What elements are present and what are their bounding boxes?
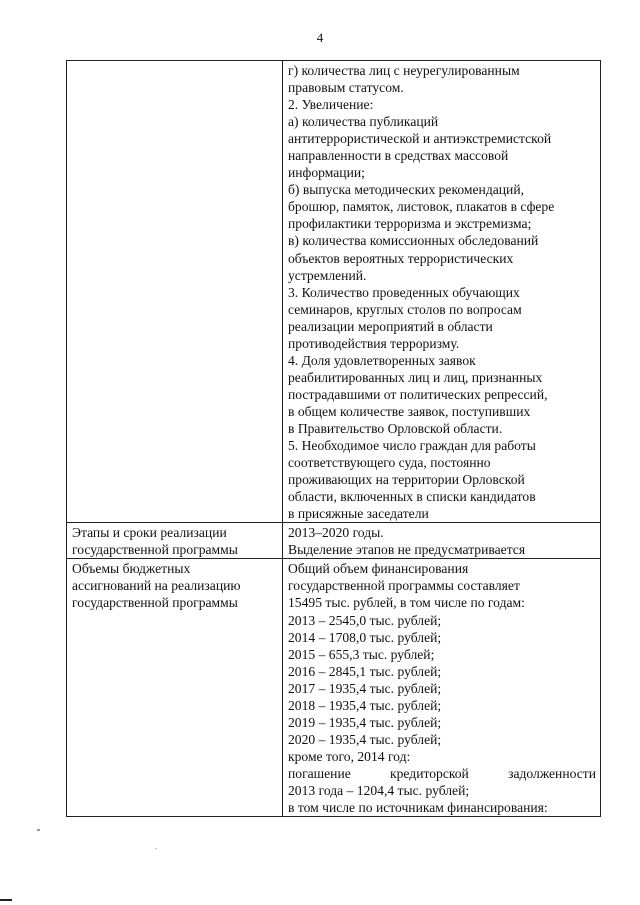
text-line: в том числе по источникам финансирования: (288, 800, 548, 816)
passport-table (66, 60, 601, 817)
text-line: б) выпуска методических рекомендаций, (288, 182, 525, 198)
text-line: государственной программы (72, 595, 238, 611)
text-line: семинаров, круглых столов по вопросам (288, 301, 522, 317)
text-line: проживающих на территории Орловской (288, 472, 525, 488)
row1-left-cell (67, 61, 283, 523)
text-line: пострадавшими от политических репрессий, (288, 386, 548, 402)
scan-speck (37, 829, 40, 831)
row1-right-cell (283, 61, 601, 523)
text-line: 2013 года – 1204,4 тыс. рублей; (288, 782, 470, 798)
text-line: правовым статусом. (288, 80, 404, 96)
text-line: информации; (288, 165, 365, 181)
scan-edge-mark (0, 899, 12, 901)
text-line: объектов вероятных террористических (288, 250, 514, 266)
text-line: брошюр, памяток, листовок, плакатов в сфере (288, 199, 555, 215)
word: задолженности (508, 765, 596, 781)
text-line: 2. Увеличение: (288, 97, 374, 113)
text-line: 2013 – 2545,0 тыс. рублей; (288, 612, 442, 628)
table-row-indicators (67, 61, 601, 523)
text-line: 2019 – 1935,4 тыс. рублей; (288, 714, 442, 730)
text-line: области, включенных в списки кандидатов (288, 489, 536, 505)
text-line: 2017 – 1935,4 тыс. рублей; (288, 680, 442, 696)
text-line: Объемы бюджетных (72, 561, 191, 577)
text-line: профилактики терроризма и экстремизма; (288, 216, 532, 232)
page-number: 4 (316, 30, 324, 45)
text-line: 2016 – 2845,1 тыс. рублей; (288, 663, 442, 679)
text-line: соответствующего суда, постоянно (288, 455, 491, 471)
text-line: 2018 – 1935,4 тыс. рублей; (288, 697, 442, 713)
text-line: в Правительство Орловской области. (288, 420, 503, 436)
text-line: 15495 тыс. рублей, в том числе по годам: (288, 595, 525, 611)
text-line: устремлений. (288, 267, 367, 283)
justified-line (288, 765, 596, 782)
text-line: Выделение этапов не предусматривается (288, 542, 526, 558)
text-line: 3. Количество проведенных обучающих (288, 284, 520, 300)
word: погашение (288, 765, 351, 781)
text-line: государственной программы (72, 542, 238, 558)
text-line: в общем количестве заявок, поступивших (288, 403, 531, 419)
row3-left-cell (67, 559, 283, 817)
text-line: 4. Доля удовлетворенных заявок (288, 352, 476, 368)
text-line: Этапы и сроки реализации (72, 525, 227, 541)
scan-speck (155, 848, 157, 849)
text-line: направленности в средствах массовой (288, 148, 509, 164)
text-line: реализации мероприятий в области (288, 318, 493, 334)
text-line: Общий объем финансирования (288, 561, 469, 577)
text-line: 2013–2020 годы. (288, 525, 384, 541)
text-line: 2015 – 655,3 тыс. рублей; (288, 646, 435, 662)
text-line: 5. Необходимое число граждан для работы (288, 438, 536, 454)
text-line: реабилитированных лиц и лиц, признанных (288, 369, 543, 385)
row3-right-cell (283, 559, 601, 817)
text-line: государственной программы составляет (288, 578, 520, 594)
text-line: в присяжные заседатели (288, 506, 429, 522)
text-line: противодействия терроризму. (288, 335, 460, 351)
text-line: в) количества комиссионных обследований (288, 233, 539, 249)
text-line: г) количества лиц с неурегулированным (288, 63, 520, 78)
row2-right-cell (283, 523, 601, 559)
text-line: ассигнований на реализацию (72, 578, 241, 594)
table-row-stages (67, 523, 601, 559)
text-line: а) количества публикаций (288, 114, 439, 130)
table-row-funding (67, 559, 601, 817)
text-line: антитеррористической и антиэкстремистской (288, 131, 552, 147)
word: кредиторской (390, 765, 469, 781)
text-line: кроме того, 2014 год: (288, 748, 411, 764)
text-line: 2014 – 1708,0 тыс. рублей; (288, 629, 442, 645)
text-line: 2020 – 1935,4 тыс. рублей; (288, 731, 442, 747)
row2-left-cell (67, 523, 283, 559)
